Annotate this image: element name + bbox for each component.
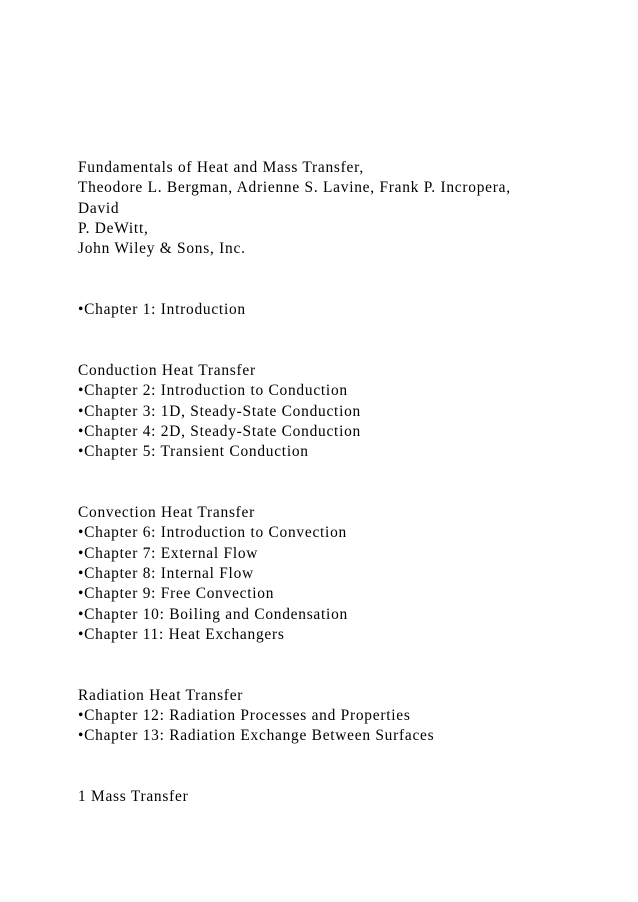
chapter-item: •Chapter 6: Introduction to Convection — [78, 524, 347, 542]
reference-authors-end: P. DeWitt, — [78, 219, 149, 237]
chapter-item: •Chapter 1: Introduction — [78, 301, 246, 319]
section-heading: Conduction Heat Transfer — [78, 361, 256, 379]
section-heading: Convection Heat Transfer — [78, 504, 256, 522]
mass-section — [78, 787, 618, 807]
spacer — [78, 259, 618, 300]
reference-block — [78, 158, 618, 259]
section-heading: 1 Mass Transfer — [78, 788, 189, 806]
chapter-item: •Chapter 10: Boiling and Condensation — [78, 605, 348, 623]
chapter-item: •Chapter 4: 2D, Steady-State Conduction — [78, 422, 361, 440]
conduction-section — [78, 361, 618, 462]
spacer — [78, 645, 618, 686]
reference-authors-cont: David — [78, 199, 120, 217]
chapter-item: •Chapter 8: Internal Flow — [78, 564, 254, 582]
spacer — [78, 320, 618, 361]
chapter-item: •Chapter 3: 1D, Steady-State Conduction — [78, 402, 361, 420]
reference-authors: Theodore L. Bergman, Adrienne S. Lavine, Frank P. Incropera, — [78, 179, 511, 197]
chapter-item: •Chapter 9: Free Convection — [78, 585, 275, 603]
reference-publisher: John Wiley & Sons, Inc. — [78, 240, 246, 258]
chapter-item: •Chapter 2: Introduction to Conduction — [78, 382, 348, 400]
chapter-item: •Chapter 7: External Flow — [78, 544, 259, 562]
chapter-item: •Chapter 5: Transient Conduction — [78, 443, 309, 461]
chapter-item: •Chapter 12: Radiation Processes and Properties — [78, 707, 411, 725]
convection-section — [78, 503, 618, 645]
radiation-section — [78, 686, 618, 747]
spacer — [78, 747, 618, 788]
chapter-item: •Chapter 11: Heat Exchangers — [78, 625, 285, 643]
section-heading: Radiation Heat Transfer — [78, 686, 244, 704]
intro-section — [78, 300, 618, 320]
document-body — [78, 158, 618, 808]
chapter-item: •Chapter 13: Radiation Exchange Between Surfaces — [78, 727, 435, 745]
spacer — [78, 462, 618, 503]
reference-title: Fundamentals of Heat and Mass Transfer, — [78, 159, 364, 176]
